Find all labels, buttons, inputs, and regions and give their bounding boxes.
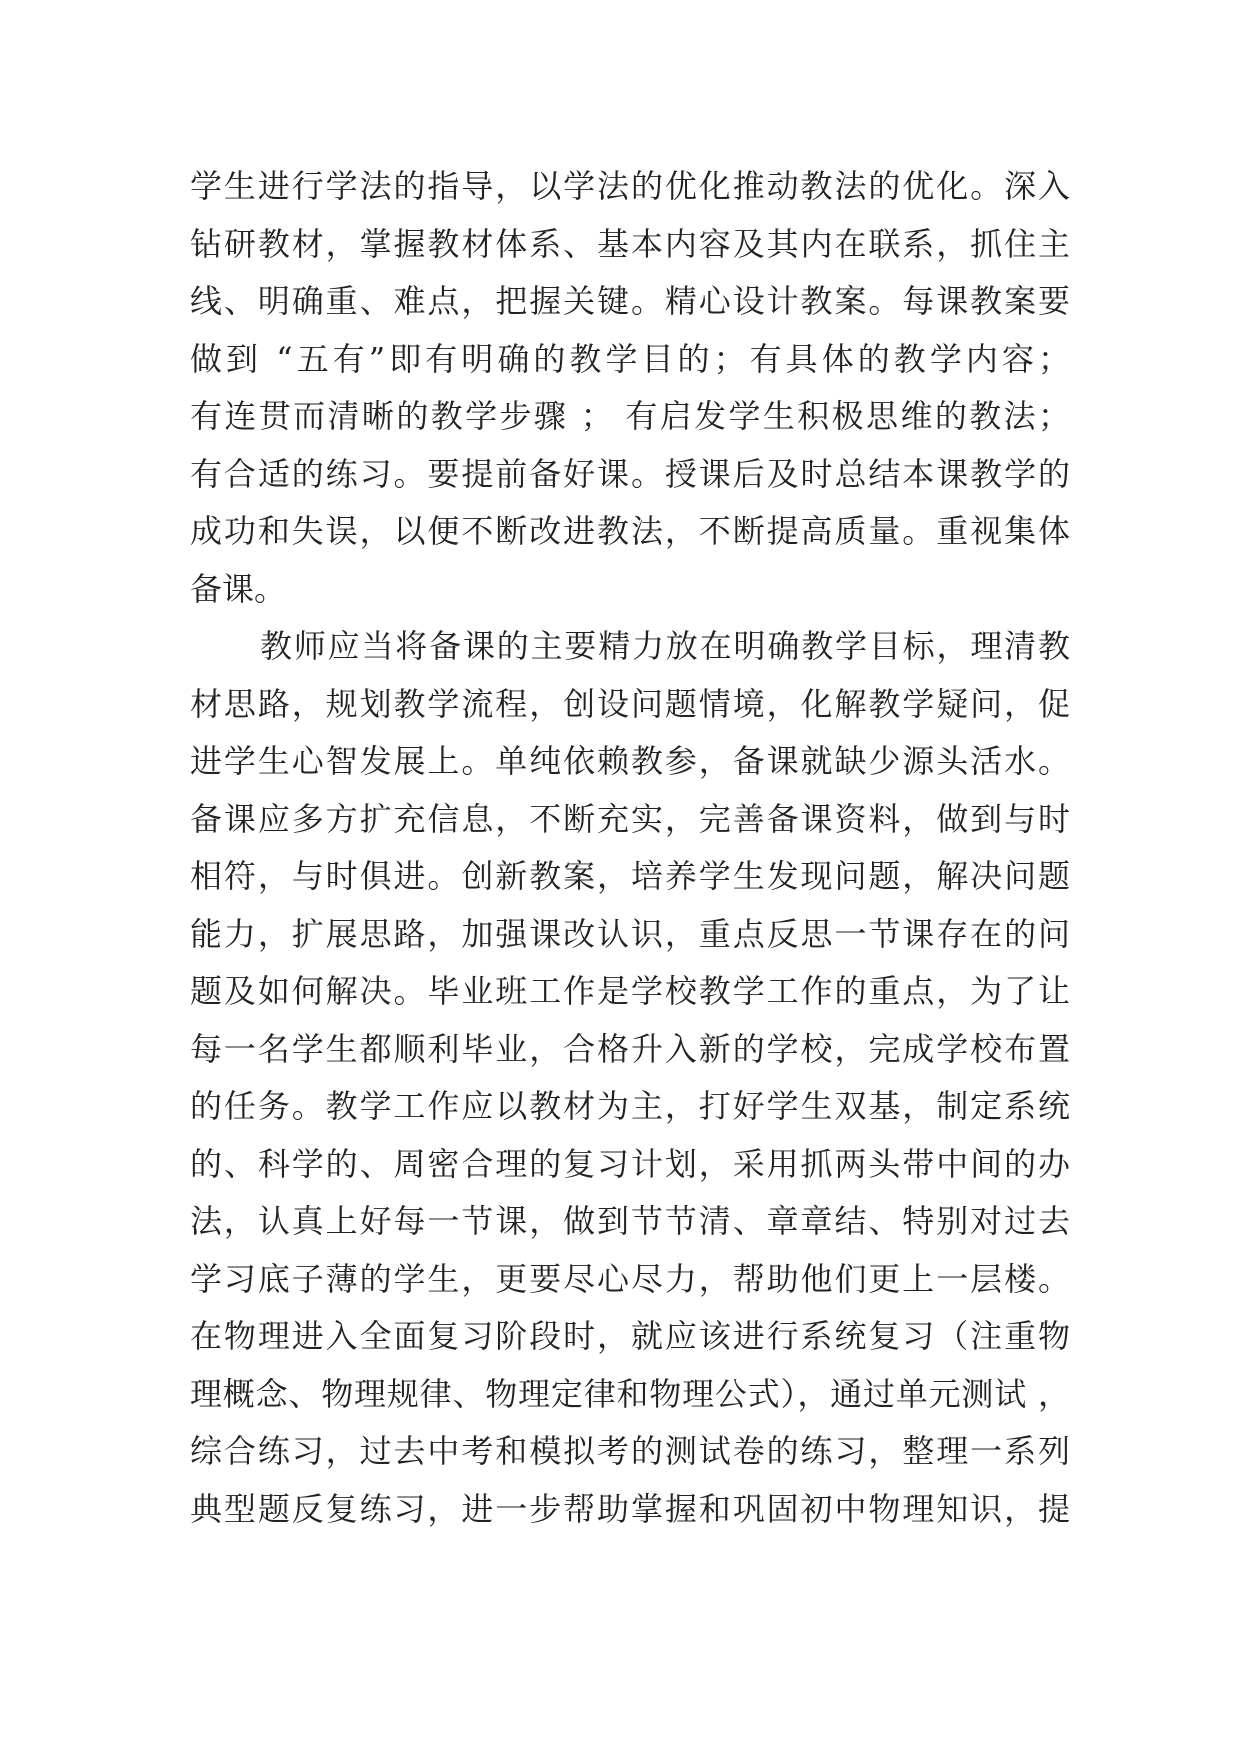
text-line: 的、科学的、周密合理的复习计划，采用抓两头带中间的办 [190,1144,1070,1183]
text-line: 题及如何解决。毕业班工作是学校教学工作的重点，为了让 [190,972,1070,1010]
text-line: 备课。 [190,569,287,608]
text-line: 有连贯而清晰的教学步骤 ； 有启发学生积极思维的教法； [190,397,1070,435]
body-text [190,158,1070,1538]
text-line: 线、明确重、难点，把握关键。精心设计教案。每课教案要 [190,282,1070,320]
text-line: 进学生心智发展上。单纯依赖教参，备课就缺少源头活水。 [190,742,1070,780]
text-line: 能力，扩展思路，加强课改认识，重点反思一节课存在的问 [190,914,1070,953]
paragraph-first-line: 教师应当将备课的主要精力放在明确教学目标，理清教 [260,627,1070,665]
text-line: 钻研教材，掌握教材体系、基本内容及其内在联系，抓住主 [190,224,1070,263]
text-line: 理概念、物理规律、物理定律和物理公式），通过单元测试 ， [190,1374,1070,1413]
text-line: 综合练习，过去中考和模拟考的测试卷的练习，整理一系列 [190,1432,1070,1470]
text-line: 备课应多方扩充信息，不断充实，完善备课资料，做到与时 [190,799,1070,838]
text-line: 法，认真上好每一节课，做到节节清、章章结、特别对过去 [190,1202,1070,1240]
text-line: 学生进行学法的指导，以学法的优化推动教法的优化。深入 [190,167,1070,205]
text-line: 有合适的练习。要提前备好课。授课后及时总结本课教学的 [190,454,1070,493]
text-line: 典型题反复练习，进一步帮助掌握和巩固初中物理知识，提 [190,1489,1070,1528]
text-line: 成功和失误，以便不断改进教法，不断提高质量。重视集体 [190,512,1070,550]
text-line: 学习底子薄的学生，更要尽心尽力，帮助他们更上一层楼。 [190,1259,1070,1298]
text-line: 每一名学生都顺利毕业，合格升入新的学校，完成学校布置 [190,1029,1070,1068]
text-line: 做到 “五有”即有明确的教学目的；有具体的教学内容； [190,339,1070,378]
text-line: 的任务。教学工作应以教材为主，打好学生双基，制定系统 [190,1087,1070,1125]
text-line: 材思路，规划教学流程，创设问题情境，化解教学疑问，促 [190,684,1070,723]
text-line: 相符，与时俱进。创新教案，培养学生发现问题，解决问题 [190,857,1070,895]
text-line: 在物理进入全面复习阶段时，就应该进行系统复习（注重物 [190,1317,1070,1355]
